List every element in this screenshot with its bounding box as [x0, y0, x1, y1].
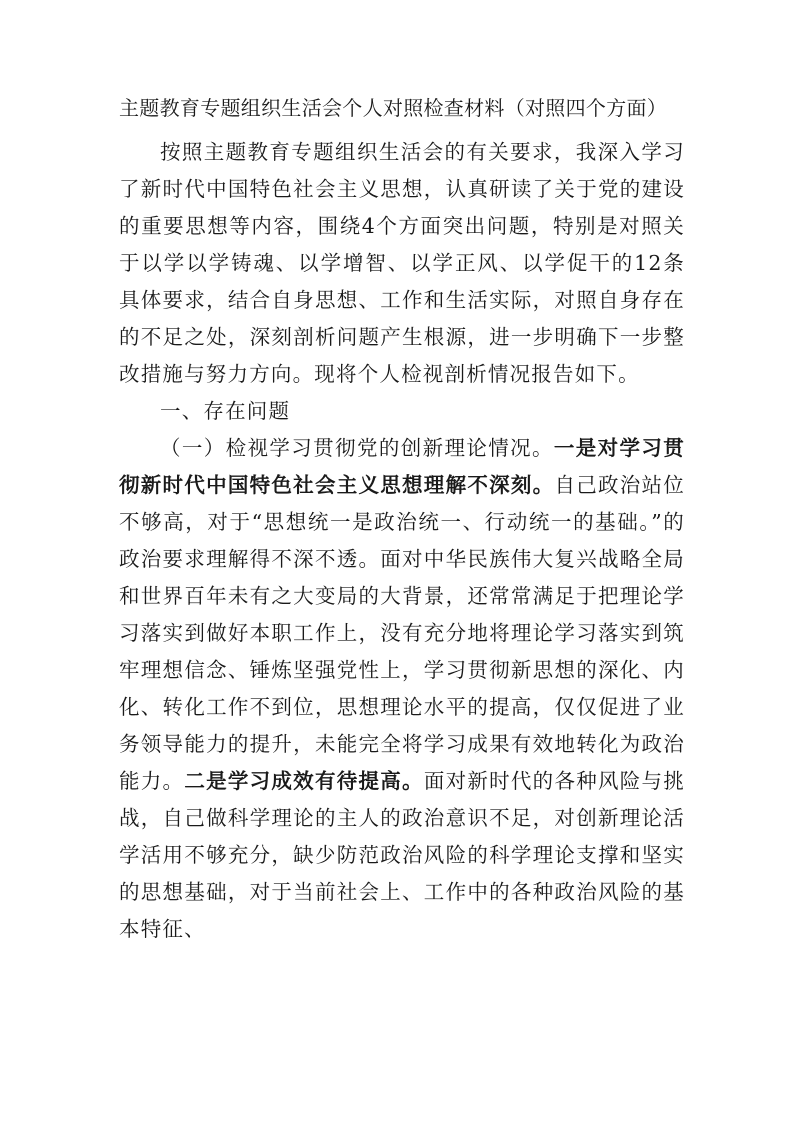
intro-paragraph: 按照主题教育专题组织生活会的有关要求，我深入学习了新时代中国特色社会主义思想，认真研读了关于党的建设的重要思想等内容，围绕4个方面突出问题，特别是对照关于以学以学铸魂、以学增智、以学正风、以学促干的12条具体要求，结合自身思想、工作和生活实际，对照自身存在的不足之处，深刻剖析问题产生根源，进一步明确下一步整改措施与努力方向。现将个人检视剖析情况报告如下。	[119, 140, 685, 386]
point-one-text: 自己政治站位不够高，对于“思想统一是政治统一、行动统一的基础。”的政治要求理解得不深不透。面对中华民族伟大复兴战略全局和世界百年未有之大变局的大背景，还常常满足于把理论学习落实到做好本职工作上，没有充分地将理论学习落实到筑牢理想信念、锤炼坚强党性上，学习贯彻新思想的深化、内化、转化工作不到位，思想理论水平的提高，仅仅促进了业务领导能力的提升，未能完全将学习成果有效地转化为政治能力。	[119, 473, 685, 793]
subsection-paragraph	[119, 430, 685, 948]
point-two-heading: 二是学习成效有待提高。	[184, 769, 424, 793]
subsection-label: （一）检视学习贯彻党的创新理论情况。	[160, 436, 554, 460]
section-heading-problems: 一、存在问题	[160, 399, 291, 423]
document-title: 主题教育专题组织生活会个人对照检查材料（对照四个方面）	[119, 96, 668, 120]
point-one-heading: 一是对学习贯彻新时代中国特色社会主义思想理解不深刻。	[119, 436, 686, 497]
point-two-text: 面对新时代的各种风险与挑战，自己做科学理论的主人的政治意识不足，对创新理论活学活用不够充分，缺少防范政治风险的科学理论支撑和坚实的思想基础，对于当前社会上、工作中的各种政治风险的基本特征、	[119, 769, 685, 941]
document-body	[119, 134, 685, 948]
